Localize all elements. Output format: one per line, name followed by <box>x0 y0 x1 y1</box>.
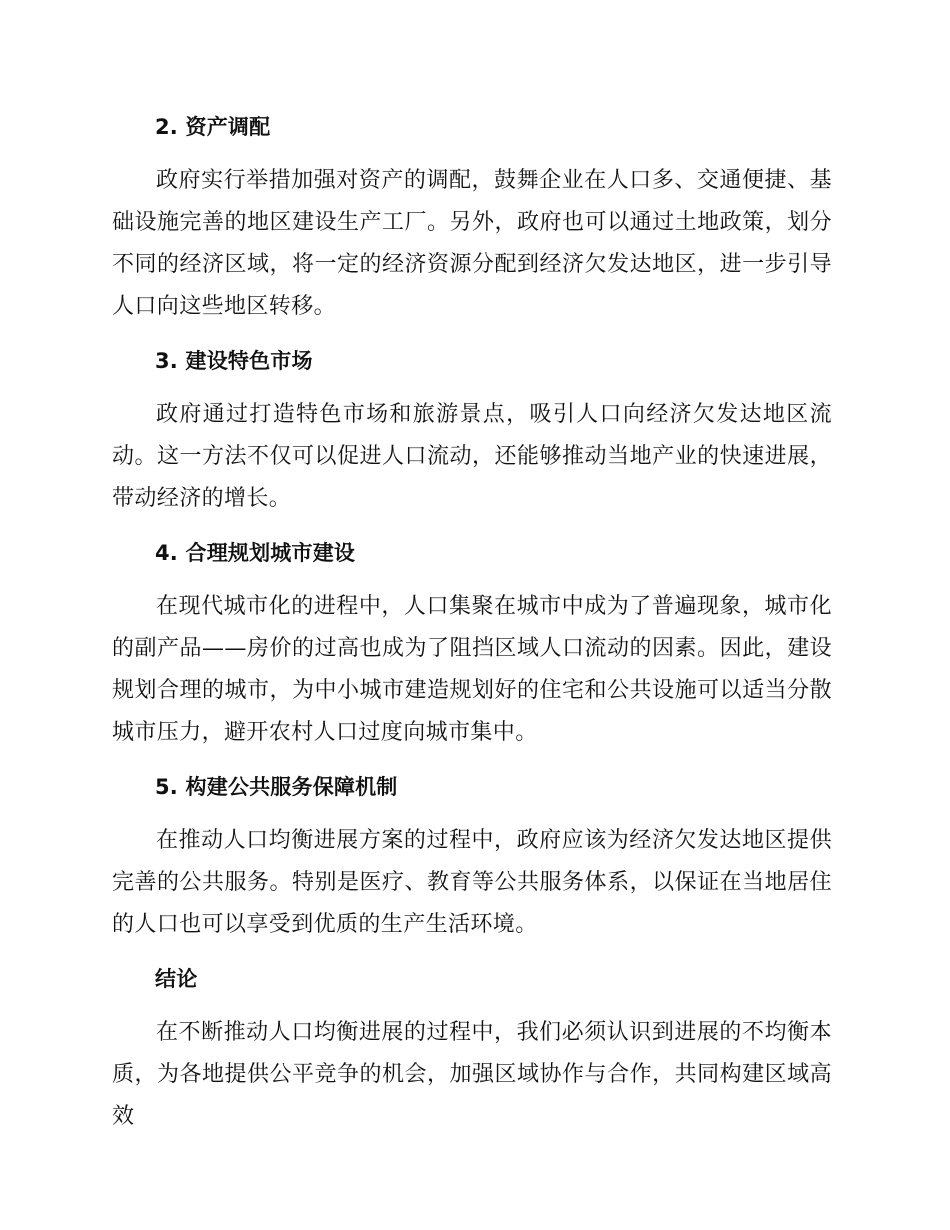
section-characteristic-market <box>112 346 832 520</box>
section-paragraph: 政府通过打造特色市场和旅游景点，吸引人口向经济欠发达地区流动。这一方法不仅可以促进人口流动，还能够推动当地产业的快速进展，带动经济的增长。 <box>112 402 832 511</box>
section-heading: 5. 构建公共服务保障机制 <box>155 775 398 799</box>
document-body <box>112 112 832 1156</box>
section-paragraph: 政府实行举措加强对资产的调配，鼓舞企业在人口多、交通便捷、基础设施完善的地区建设生产工厂。另外，政府也可以通过土地政策，划分不同的经济区域，将一定的经济资源分配到经济欠发达地区，进一步引导人口向这些地区转移。 <box>112 168 832 319</box>
section-heading: 4. 合理规划城市建设 <box>155 541 356 565</box>
section-heading: 3. 建设特色市场 <box>155 349 313 373</box>
section-paragraph: 在现代城市化的进程中，人口集聚在城市中成为了普遍现象，城市化的副产品——房价的过高也成为了阻挡区域人口流动的因素。因此，建设规划合理的城市，为中小城市建造规划好的住宅和公共设施可以适当分散城市压力，避开农村人口过度向城市集中。 <box>112 594 832 745</box>
section-urban-planning <box>112 538 832 754</box>
section-conclusion <box>112 964 832 1138</box>
section-heading: 2. 资产调配 <box>155 115 271 139</box>
section-paragraph: 在推动人口均衡进展方案的过程中，政府应该为经济欠发达地区提供完善的公共服务。特别是医疗、教育等公共服务体系，以保证在当地居住的人口也可以享受到优质的生产生活环境。 <box>112 828 832 937</box>
section-public-service <box>112 772 832 946</box>
section-paragraph: 在不断推动人口均衡进展的过程中，我们必须认识到进展的不均衡本质，为各地提供公平竞争的机会，加强区域协作与合作，共同构建区域高效 <box>112 1020 832 1129</box>
section-asset-allocation <box>112 112 832 328</box>
section-heading: 结论 <box>155 967 198 991</box>
